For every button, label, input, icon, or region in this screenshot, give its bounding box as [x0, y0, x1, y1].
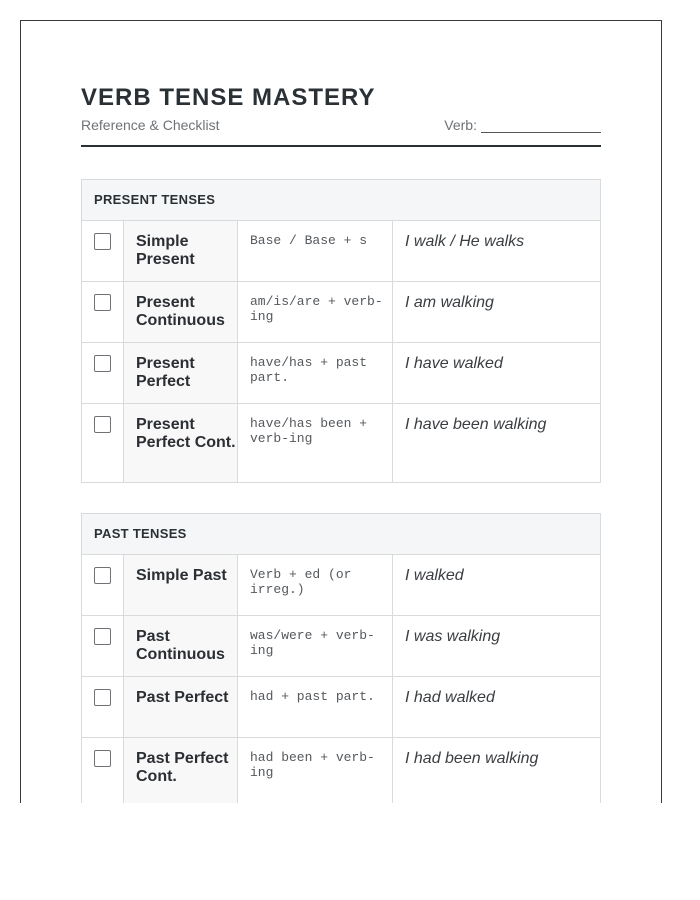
tense-row [82, 616, 600, 677]
checkbox[interactable] [94, 628, 111, 645]
check-cell [82, 555, 124, 615]
tense-name: Present Perfect Cont. [124, 404, 238, 482]
tense-example: I am walking [405, 294, 494, 311]
tense-form: Base / Base + s [238, 221, 393, 281]
tense-row [82, 343, 600, 404]
checkbox[interactable] [94, 294, 111, 311]
checkbox[interactable] [94, 750, 111, 767]
check-cell [82, 616, 124, 676]
check-cell [82, 677, 124, 737]
tense-example: I walked [405, 567, 464, 584]
tense-example: I have been walking [405, 416, 547, 433]
tense-form: have/has been + verb-ing [238, 404, 393, 482]
page-title: VERB TENSE MASTERY [81, 84, 376, 111]
checkbox[interactable] [94, 416, 111, 433]
tense-example: I walk / He walks [405, 233, 525, 250]
header-subrow [81, 117, 601, 147]
checkbox[interactable] [94, 689, 111, 706]
tense-row [82, 738, 600, 803]
section-heading: PRESENT TENSES [82, 180, 600, 221]
tense-example: I was walking [405, 628, 501, 645]
checkbox[interactable] [94, 567, 111, 584]
check-cell [82, 738, 124, 803]
tense-form: am/is/are + verb-ing [238, 282, 393, 342]
tense-form: have/has + past part. [238, 343, 393, 403]
check-cell [82, 221, 124, 281]
tense-row [82, 677, 600, 738]
check-cell [82, 343, 124, 403]
verb-field[interactable] [444, 117, 601, 133]
checkbox[interactable] [94, 233, 111, 250]
verb-label: Verb: [444, 117, 477, 133]
tense-name: Past Perfect Cont. [124, 738, 238, 803]
checkbox[interactable] [94, 355, 111, 372]
tense-example: I had been walking [405, 750, 539, 767]
worksheet-content [81, 81, 601, 803]
worksheet-page [20, 20, 662, 803]
tense-name: Past Continuous [124, 616, 238, 676]
section-heading: PAST TENSES [82, 514, 600, 555]
tense-row [82, 221, 600, 282]
tense-form: Verb + ed (or irreg.) [238, 555, 393, 615]
tense-name: Past Perfect [124, 677, 238, 737]
tense-form: was/were + verb-ing [238, 616, 393, 676]
past-tenses-section [81, 513, 601, 803]
tense-example: I had walked [405, 689, 495, 706]
tense-name: Simple Past [124, 555, 238, 615]
tense-name: Present Perfect [124, 343, 238, 403]
tense-name: Present Continuous [124, 282, 238, 342]
check-cell [82, 282, 124, 342]
tense-row [82, 282, 600, 343]
tense-example: I have walked [405, 355, 503, 372]
tense-form: had + past part. [238, 677, 393, 737]
tense-form: had been + verb-ing [238, 738, 393, 803]
check-cell [82, 404, 124, 482]
present-tenses-section [81, 179, 601, 483]
tense-row [82, 404, 600, 482]
page-subtitle: Reference & Checklist [81, 117, 220, 133]
tense-row [82, 555, 600, 616]
verb-blank-line[interactable] [481, 118, 601, 133]
tense-name: Simple Present [124, 221, 238, 281]
